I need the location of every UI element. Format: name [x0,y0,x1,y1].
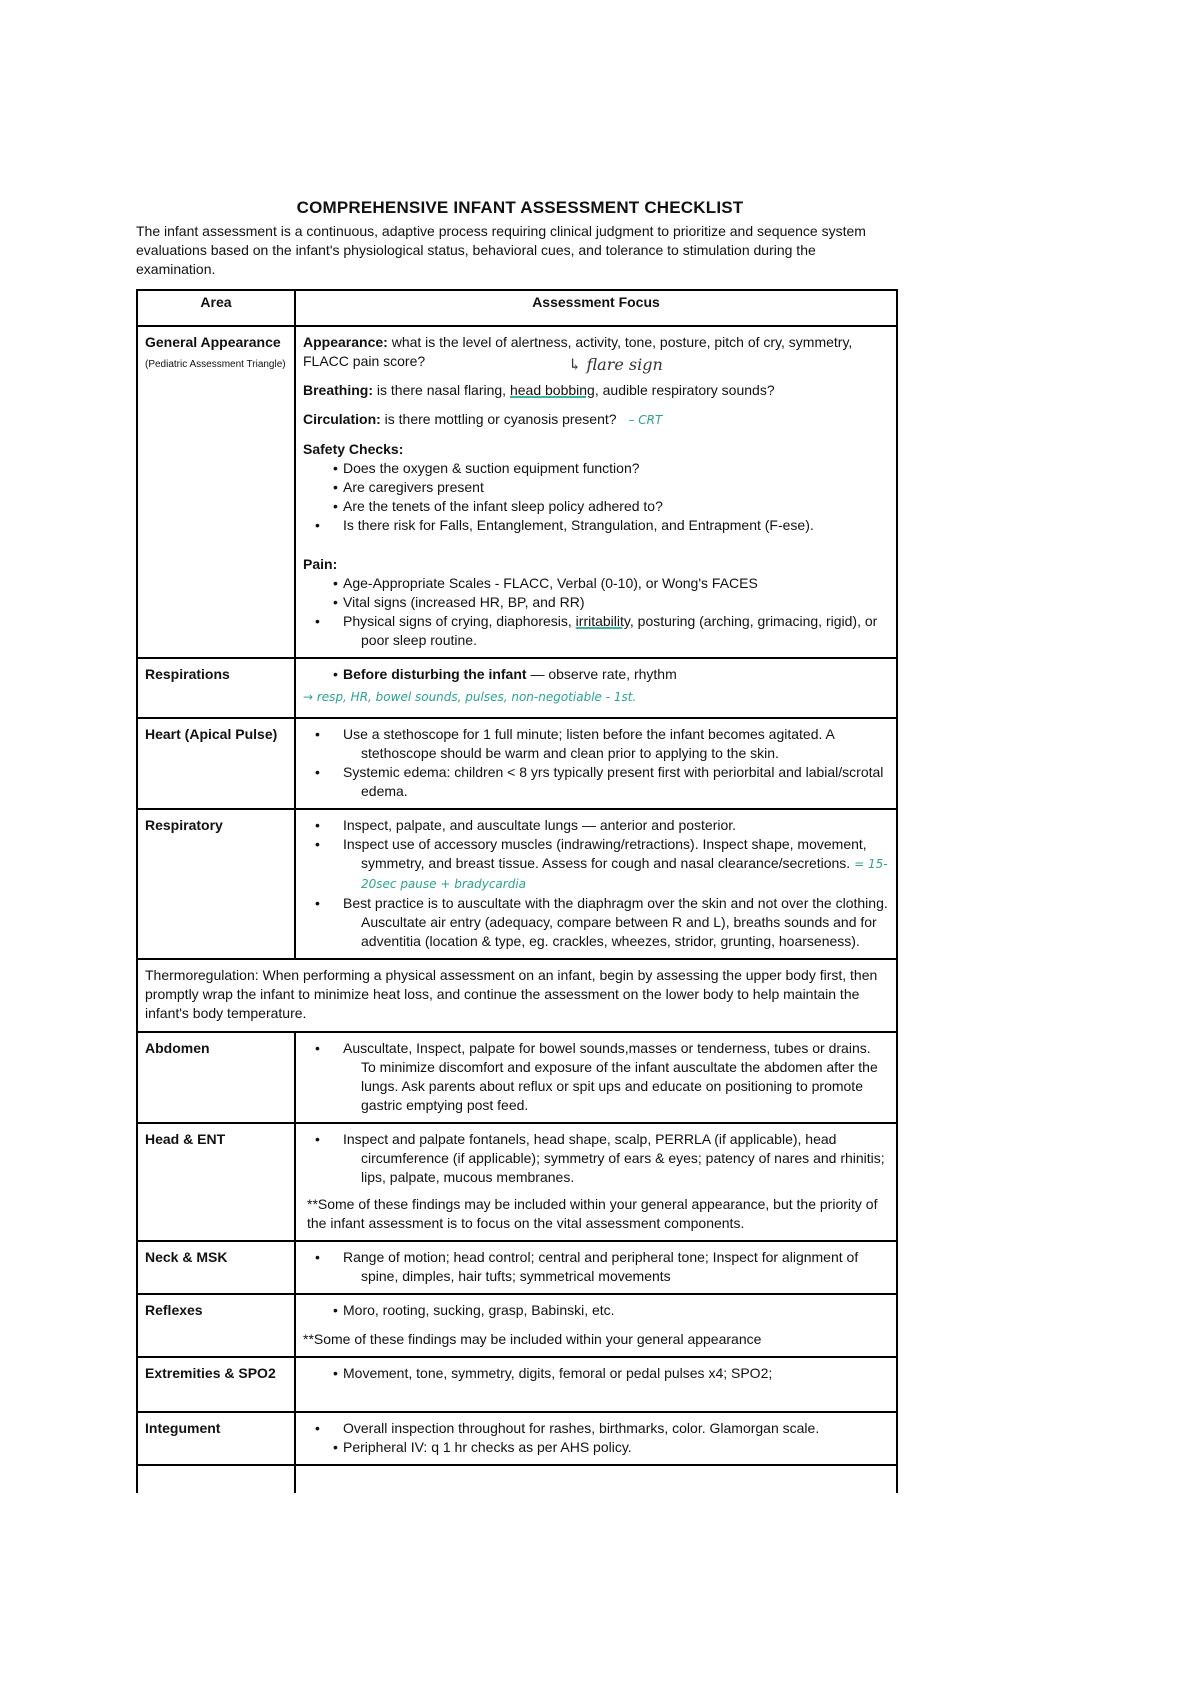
list-item: • Peripheral IV: q 1 hr checks as per AHS policy. [331,1438,889,1457]
list-item [331,665,889,684]
breathing-line [303,381,889,400]
respirations-list [303,665,889,684]
list-item: • Range of motion; head control; central and peripheral tone; Inspect for alignment of spine, dimples, hair tufts; symmetrical movements [331,1248,889,1286]
list-item: • Does the oxygen & suction equipment function? [331,459,889,478]
list-item: • Moro, rooting, sucking, grasp, Babinski, etc. [331,1301,889,1320]
circulation-line [303,410,889,430]
integument-list [303,1419,889,1457]
focus-cell [295,326,897,658]
list-item: • Movement, tone, symmetry, digits, femoral or pedal pulses x4; SPO2; [331,1364,889,1383]
table-row [137,1294,897,1357]
item-bold: Before disturbing the infant [343,666,527,682]
list-item [331,835,889,894]
table-row [137,1412,897,1465]
list-item: • Best practice is to auscultate with the diaphragm over the skin and not over the clothing. Auscultate air entry (adequacy, compare between R and L), breaths sounds and for adventitia (location & type, eg. crackles, wheezes, stridor, grunting, hoarseness). [331,894,889,951]
header-assessment-focus: Assessment Focus [295,290,897,326]
safety-checks-label: Safety Checks: [303,441,404,457]
table-row [137,718,897,809]
area-label: General Appearance [145,334,281,350]
heart-list [303,725,889,801]
area-cell: Neck & MSK [137,1241,295,1294]
pain-label: Pain: [303,556,338,572]
list-item: • Age-Appropriate Scales - FLACC, Verbal (0-10), or Wong's FACES [331,574,889,593]
list-item: • Is there risk for Falls, Entanglement, Strangulation, and Entrapment (F-ese). [331,516,889,535]
table-row [137,959,897,1032]
focus-cell [295,1294,897,1357]
list-item: • Vital signs (increased HR, BP, and RR) [331,593,889,612]
respirations-annotation: → resp, HR, bowel sounds, pulses, non-negotiable - 1st. [303,690,637,704]
pain-item-text: Physical signs of crying, diaphoresis, [343,613,576,629]
appearance-line [303,333,889,374]
table-header-row [137,290,897,326]
empty-cell [295,1465,897,1493]
table-row [137,809,897,959]
list-item: • Use a stethoscope for 1 full minute; listen before the infant becomes agitated. A stethoscope should be warm and clean prior to applying to the skin. [331,725,889,763]
assessment-table [136,289,898,1493]
table-row [137,1032,897,1123]
focus-cell [295,1412,897,1465]
head-list [303,1130,889,1187]
item-text: Inspect use of accessory muscles (indrawing/retractions). Inspect shape, movement, symmetry, and breast tissue. Assess for cough and nasal clearance/secretions. [343,836,867,871]
respiratory-annotation: = 15-20sec pause + bradycardia [361,857,888,891]
flare-sign-annotation: ↳ flare sign [568,355,663,374]
reflexes-note: **Some of these findings may be included within your general appearance [303,1331,762,1347]
breathing-label: Breathing: [303,382,373,398]
area-cell: Heart (Apical Pulse) [137,718,295,809]
list-item: • Auscultate, Inspect, palpate for bowel sounds,masses or tenderness, tubes or drains. To minimize discomfort and exposure of the infant auscultate the abdomen after the lungs. Ask parents about reflux or spit ups and educate on positioning to promote gastric emptying post feed. [331,1039,889,1115]
header-area: Area [137,290,295,326]
table-row [137,1357,897,1412]
circulation-label: Circulation: [303,411,381,427]
respiratory-list [303,816,889,951]
appearance-text: what is the level of alertness, activity, tone, posture, pitch of cry, symmetry, FLACC pain score? [303,334,853,369]
appearance-label: Appearance: [303,334,388,350]
table-row [137,326,897,658]
list-item: • Are caregivers present [331,478,889,497]
area-cell: Integument [137,1412,295,1465]
focus-cell [295,1241,897,1294]
safety-checks-list [303,459,889,535]
focus-cell [295,809,897,959]
reflexes-list [303,1301,889,1320]
area-cell [137,326,295,658]
focus-cell [295,1032,897,1123]
area-cell: Respirations [137,658,295,718]
area-cell: Respiratory [137,809,295,959]
pain-highlight: irritability [575,613,630,629]
breathing-highlight: head bobbing [509,382,595,398]
focus-cell [295,658,897,718]
head-note: **Some of these findings may be included within your general appearance, but the priority of the infant assessment is to focus on the vital assessment components. [307,1196,878,1231]
area-sublabel: (Pediatric Assessment Triangle) [145,359,286,370]
circulation-text: is there mottling or cyanosis present? [380,411,617,427]
breathing-text: is there nasal flaring, [373,382,510,398]
breathing-text-end: , audible respiratory sounds? [594,382,775,398]
focus-cell [295,1357,897,1412]
item-text: — observe rate, rhythm [526,666,677,682]
list-item: • Overall inspection throughout for rashes, birthmarks, color. Glamorgan scale. [331,1419,889,1438]
pain-list [303,574,889,650]
list-item: • Inspect and palpate fontanels, head shape, scalp, PERRLA (if applicable), head circumference (if applicable); symmetry of ears & eyes; patency of nares and rhinitis; lips, palpate, mucous membranes. [331,1130,889,1187]
list-item: • Systemic edema: children < 8 yrs typically present first with periorbital and labial/scrotal edema. [331,763,889,801]
crt-annotation: – CRT [628,413,663,427]
empty-cell [137,1465,295,1493]
table-row-empty [137,1465,897,1493]
abdomen-list [303,1039,889,1115]
extremities-list [303,1364,889,1383]
area-cell: Abdomen [137,1032,295,1123]
document-title: COMPREHENSIVE INFANT ASSESSMENT CHECKLIST [296,198,744,217]
area-cell: Extremities & SPO2 [137,1357,295,1412]
list-item [331,612,889,650]
area-cell: Reflexes [137,1294,295,1357]
table-row [137,658,897,718]
neck-list [303,1248,889,1286]
focus-cell [295,718,897,809]
intro-paragraph: The infant assessment is a continuous, adaptive process requiring clinical judgment to prioritize and sequence system evaluations based on the infant's physiological status, behavioral cues, and tolerance to stimulation during the examination. [136,223,866,277]
thermoregulation-cell: Thermoregulation: When performing a physical assessment on an infant, begin by assessing the upper body first, then promptly wrap the infant to minimize heat loss, and continue the assessment on the lower body to help maintain the infant's body temperature. [137,959,897,1032]
area-cell: Head & ENT [137,1123,295,1241]
list-item: • Inspect, palpate, and auscultate lungs — anterior and posterior. [331,816,889,835]
list-item: • Are the tenets of the infant sleep policy adhered to? [331,497,889,516]
pain-item-text-end: , posturing (arching, grimacing, rigid), or poor sleep routine. [361,613,878,648]
focus-cell [295,1123,897,1241]
table-row [137,1241,897,1294]
table-row [137,1123,897,1241]
